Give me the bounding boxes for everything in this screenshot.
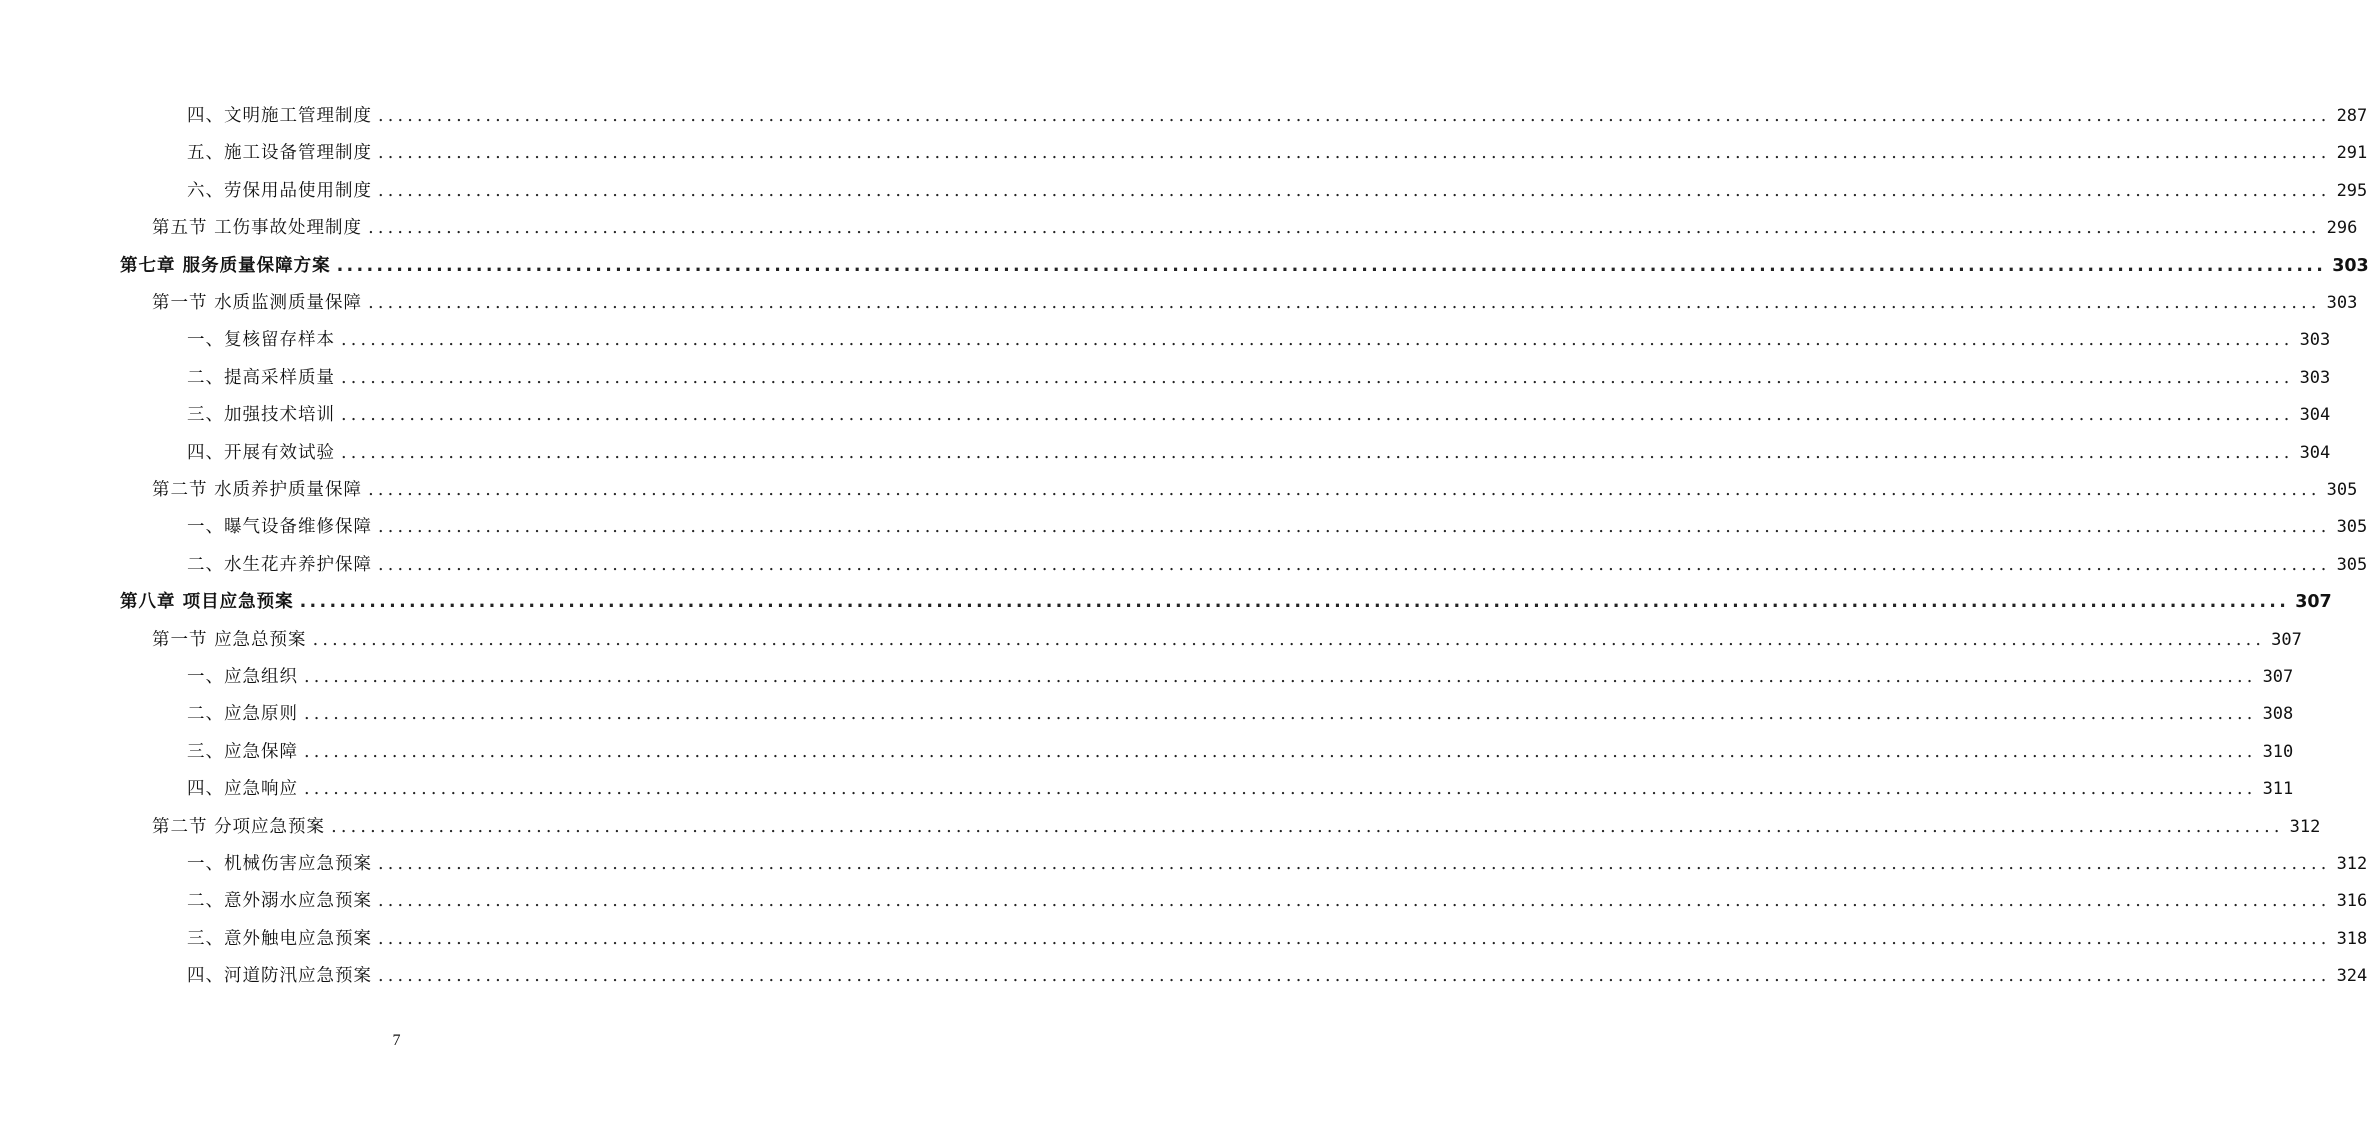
toc-dot-leader: ........................................................................................................................................................................................................ (378, 928, 2331, 949)
toc-dot-leader: ........................................................................................................................................................................................................ (378, 854, 2331, 874)
toc-entry-page: 307 (2262, 667, 2294, 687)
toc-subsection-entry[interactable] (187, 98, 2368, 135)
toc-entry-label: 六、劳保用品使用制度 (187, 180, 372, 201)
toc-entry-label: 一、机械伤害应急预案 (187, 854, 372, 874)
toc-entry-label: 二、应急原则 (187, 704, 298, 725)
toc-subsection-entry[interactable] (187, 734, 2294, 771)
toc-entry-label: 三、意外触电应急预案 (187, 928, 372, 949)
toc-entry-page: 303 (2299, 330, 2331, 351)
toc-entry-page: 304 (2299, 442, 2331, 463)
toc-dot-leader: ........................................................................................................................................................................................................ (304, 667, 2257, 687)
toc-entry-page: 308 (2262, 704, 2294, 725)
toc-entry-page: 307 (2295, 592, 2332, 613)
toc-entry-page: 295 (2336, 180, 2368, 201)
toc-subsection-entry[interactable] (187, 135, 2368, 172)
toc-entry-label: 五、施工设备管理制度 (187, 143, 372, 164)
toc-entry-page: 307 (2271, 629, 2302, 650)
toc-section-entry[interactable] (152, 472, 2358, 509)
toc-entry-page: 324 (2336, 966, 2368, 987)
toc-entry-label: 一、曝气设备维修保障 (187, 517, 372, 538)
toc-dot-leader: ........................................................................................................................................................................................................ (341, 367, 2294, 388)
toc-chapter-entry[interactable] (120, 584, 2332, 621)
page-number: 7 (392, 1032, 401, 1049)
toc-subsection-entry[interactable] (187, 659, 2294, 696)
toc-entry-label: 四、开展有效试验 (187, 442, 335, 463)
toc-entry-page: 305 (2336, 517, 2368, 538)
toc-dot-leader: ........................................................................................................................................................................................................ (378, 891, 2331, 912)
toc-entry-label: 第一节 应急总预案 (152, 629, 307, 650)
toc-section-entry[interactable] (152, 285, 2358, 322)
toc-dot-leader: ........................................................................................................................................................................................................ (299, 592, 2290, 613)
toc-entry-page: 318 (2336, 928, 2368, 949)
toc-subsection-entry[interactable] (187, 846, 2368, 883)
toc-dot-leader: ........................................................................................................................................................................................................ (341, 405, 2294, 426)
toc-dot-leader: ........................................................................................................................................................................................................ (341, 330, 2294, 351)
toc-subsection-entry[interactable] (187, 696, 2294, 733)
toc-subsection-entry[interactable] (187, 547, 2368, 584)
toc-dot-leader: ........................................................................................................................................................................................................ (304, 779, 2257, 800)
toc-entry-page: 303 (2326, 293, 2358, 313)
toc-entry-label: 第八章 项目应急预案 (120, 592, 294, 613)
toc-entry-page: 303 (2299, 367, 2331, 388)
toc-entry-page: 311 (2262, 779, 2294, 800)
toc-dot-leader: ........................................................................................................................................................................................................ (378, 106, 2331, 126)
toc-subsection-entry[interactable] (187, 883, 2368, 920)
toc-entry-label: 二、水生花卉养护保障 (187, 554, 372, 575)
toc-entry-label: 四、应急响应 (187, 779, 298, 800)
toc-subsection-entry[interactable] (187, 173, 2368, 210)
toc-entry-label: 一、复核留存样本 (187, 330, 335, 351)
toc-entry-label: 四、文明施工管理制度 (187, 106, 372, 126)
toc-entry-page: 312 (2336, 854, 2368, 874)
toc-entry-page: 291 (2336, 143, 2368, 164)
toc-subsection-entry[interactable] (187, 322, 2331, 359)
toc-dot-leader: ........................................................................................................................................................................................................ (312, 629, 2266, 650)
toc-dot-leader: ........................................................................................................................................................................................................ (378, 966, 2331, 987)
toc-dot-leader: ........................................................................................................................................................................................................ (368, 218, 2321, 239)
toc-section-entry[interactable] (152, 210, 2358, 247)
toc-entry-page: 305 (2326, 480, 2358, 500)
toc-entry-page: 296 (2326, 218, 2358, 239)
toc-dot-leader: ........................................................................................................................................................................................................ (378, 554, 2331, 575)
toc-entry-page: 316 (2336, 891, 2368, 912)
toc-entry-label: 第五节 工伤事故处理制度 (152, 218, 363, 239)
toc-dot-leader: ........................................................................................................................................................................................................ (368, 293, 2321, 313)
toc-dot-leader: ........................................................................................................................................................................................................ (341, 442, 2294, 463)
toc-dot-leader: ........................................................................................................................................................................................................ (378, 517, 2331, 538)
toc-entry-label: 一、应急组织 (187, 667, 298, 687)
toc-subsection-entry[interactable] (187, 771, 2294, 808)
toc-section-entry[interactable] (152, 622, 2302, 659)
toc-entry-page: 303 (2332, 255, 2369, 276)
toc-entry-label: 三、加强技术培训 (187, 405, 335, 426)
toc-entry-label: 三、应急保障 (187, 741, 298, 762)
toc-entry-label: 第二节 水质养护质量保障 (152, 480, 363, 500)
toc-dot-leader: ........................................................................................................................................................................................................ (331, 816, 2284, 837)
toc-subsection-entry[interactable] (187, 360, 2331, 397)
toc-subsection-entry[interactable] (187, 397, 2331, 434)
toc-entry-label: 四、河道防汛应急预案 (187, 966, 372, 987)
toc-entry-page: 305 (2336, 554, 2368, 575)
toc-chapter-entry[interactable] (120, 248, 2369, 285)
toc-subsection-entry[interactable] (187, 958, 2368, 995)
toc-dot-leader: ........................................................................................................................................................................................................ (368, 480, 2321, 500)
toc-entry-page: 312 (2289, 816, 2321, 837)
toc-entry-page: 304 (2299, 405, 2331, 426)
toc-dot-leader: ........................................................................................................................................................................................................ (378, 180, 2331, 201)
toc-dot-leader: ........................................................................................................................................................................................................ (378, 143, 2331, 164)
toc-dot-leader: ........................................................................................................................................................................................................ (304, 741, 2257, 762)
toc-subsection-entry[interactable] (187, 921, 2368, 958)
toc-entry-page: 310 (2262, 741, 2294, 762)
toc-entry-label: 第七章 服务质量保障方案 (120, 255, 331, 276)
toc-entry-label: 二、意外溺水应急预案 (187, 891, 372, 912)
toc-subsection-entry[interactable] (187, 435, 2331, 472)
toc-entry-label: 第一节 水质监测质量保障 (152, 293, 363, 313)
toc-entry-label: 二、提高采样质量 (187, 367, 335, 388)
toc-dot-leader: ........................................................................................................................................................................................................ (304, 704, 2257, 725)
toc-entry-page: 287 (2336, 106, 2368, 126)
toc-dot-leader: ........................................................................................................................................................................................................ (336, 255, 2327, 276)
toc-subsection-entry[interactable] (187, 509, 2368, 546)
toc-section-entry[interactable] (152, 809, 2321, 846)
toc-entry-label: 第二节 分项应急预案 (152, 816, 326, 837)
